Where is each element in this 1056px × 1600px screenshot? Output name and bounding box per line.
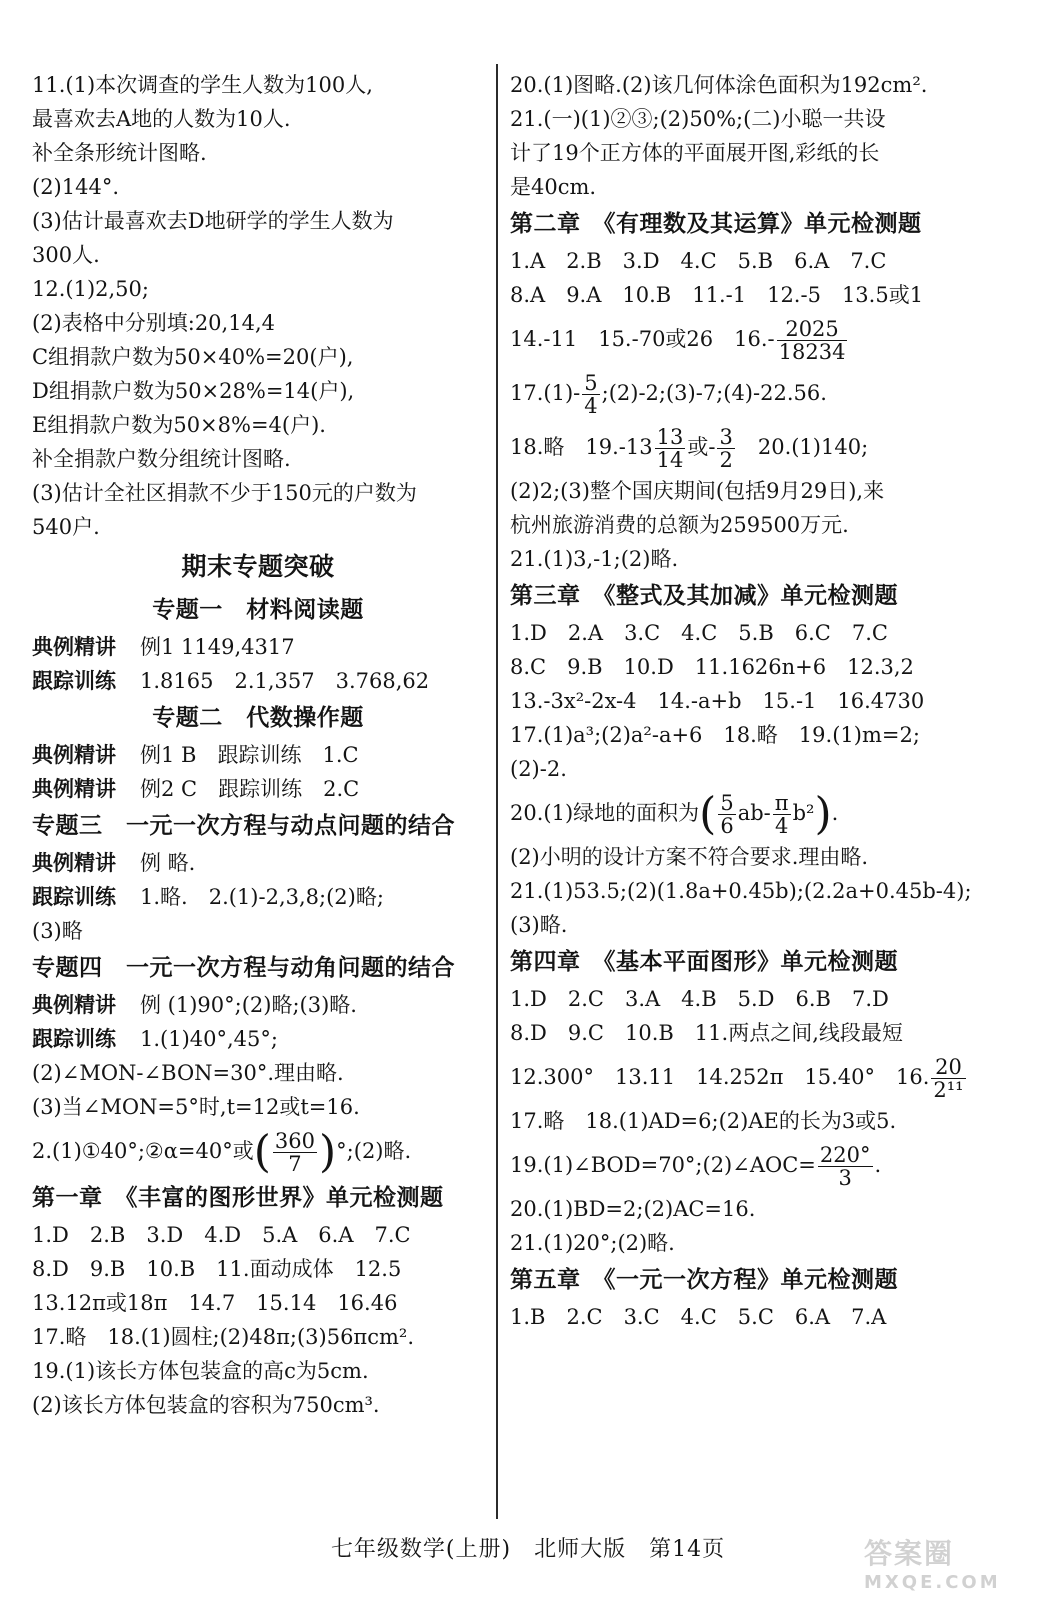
answer-line: (2)小明的设计方案不符合要求.理由略.	[510, 845, 869, 869]
answer-line: 19.(1)该长方体包装盒的高c为5cm.	[32, 1359, 369, 1383]
answer-line: 540户.	[32, 515, 100, 539]
numerator: 2025	[777, 318, 848, 341]
topic-three-title: 专题三 一元一次方程与动点问题的结合	[32, 812, 455, 839]
answer-text: 17.(1)-	[510, 381, 581, 405]
answer-text: °;(2)略.	[336, 1139, 412, 1163]
answer-line: 13.-3x²-2x-4 14.-a+b 15.-1 16.4730	[510, 689, 925, 713]
answer-text: ab-	[737, 801, 771, 825]
fraction	[931, 1056, 965, 1101]
answer-line: 补全条形统计图略.	[32, 141, 207, 165]
example-label: 典例精讲	[32, 992, 116, 1017]
answer-line: E组捐款户数为50×8%=4(户).	[32, 413, 326, 437]
answer-text: 例 (1)90°;(2)略;(3)略.	[140, 993, 357, 1017]
answer-text: 1.略. 2.(1)-2,3,8;(2)略;	[140, 885, 384, 909]
answer-text: ;(2)-2;(3)-7;(4)-22.56.	[601, 381, 827, 405]
chapter-three-title: 第三章 《整式及其加减》单元检测题	[510, 582, 898, 609]
answer-line: 杭州旅游消费的总额为259500万元.	[510, 513, 849, 537]
denominator: 4	[584, 394, 598, 418]
denominator: 3	[838, 1166, 852, 1190]
numerator: 5	[720, 790, 734, 815]
answer-line: (2)2;(3)整个国庆期间(包括9月29日),来	[510, 479, 885, 503]
answer-text: 或-	[687, 435, 716, 459]
denominator: 2¹¹	[933, 1078, 964, 1102]
answer-line: C组捐款户数为50×40%=20(户),	[32, 345, 354, 369]
answer-line: (2)144°.	[32, 175, 120, 199]
numerator: 360	[274, 1128, 315, 1153]
answer-line: (3)估计最喜欢去D地研学的学生人数为	[32, 209, 394, 233]
fraction	[273, 1130, 317, 1175]
answer-line: 计了19个正方体的平面展开图,彩纸的长	[510, 141, 880, 165]
column-divider	[496, 64, 498, 1519]
answer-line: (2)-2.	[510, 757, 567, 781]
answer-line: 最喜欢去A地的人数为10人.	[32, 107, 291, 131]
answer-line: (3)略	[32, 919, 83, 943]
denominator: 14	[656, 448, 684, 472]
numerator: π	[774, 790, 789, 815]
answer-line: D组捐款户数为50×28%=14(户),	[32, 379, 355, 403]
example-label: 典例精讲	[32, 634, 116, 659]
answer-text: 例1 1149,4317	[140, 635, 295, 659]
fraction	[777, 318, 848, 363]
answer-text: 例2 C 跟踪训练 2.C	[140, 777, 360, 801]
left-column	[32, 68, 484, 1422]
fraction	[717, 426, 734, 471]
watermark-text: 答案圈	[864, 1537, 955, 1570]
answer-line-fraction	[510, 420, 1025, 474]
example-label: 典例精讲	[32, 776, 116, 801]
topic-four-title: 专题四 一元一次方程与动角问题的结合	[32, 954, 455, 981]
topic-two-title: 专题二 代数操作题	[152, 704, 364, 731]
practice-label: 跟踪训练	[32, 668, 116, 693]
answer-line: 21.(1)20°;(2)略.	[510, 1231, 675, 1255]
fraction	[718, 792, 735, 837]
answer-line: 17.(1)a³;(2)a²-a+6 18.略 19.(1)m=2;	[510, 723, 920, 747]
answer-line: (2)该长方体包装盒的容积为750cm³.	[32, 1393, 380, 1417]
denominator: 7	[288, 1152, 302, 1176]
answer-line: 补全捐款户数分组统计图略.	[32, 447, 291, 471]
example-label: 典例精讲	[32, 850, 116, 875]
answer-line: 20.(1)BD=2;(2)AC=16.	[510, 1197, 756, 1221]
answer-line: 1.D 2.A 3.C 4.C 5.B 6.C 7.C	[510, 621, 888, 645]
numerator: 20	[931, 1056, 965, 1079]
answer-line: (3)估计全社区捐款不少于150元的户数为	[32, 481, 417, 505]
numerator: 5	[584, 370, 598, 395]
answer-line: 21.(一)(1)②③;(2)50%;(二)小聪一共设	[510, 107, 886, 131]
chapter-four-title: 第四章 《基本平面图形》单元检测题	[510, 948, 898, 975]
answer-line: 21.(1)53.5;(2)(1.8a+0.45b);(2.2a+0.45b-4);	[510, 879, 972, 903]
chapter-two-title: 第二章 《有理数及其运算》单元检测题	[510, 210, 922, 237]
answer-line: (3)略.	[510, 913, 568, 937]
answer-line-fraction	[510, 366, 1025, 420]
answer-text: 例 略.	[140, 851, 196, 875]
answer-line: 1.D 2.B 3.D 4.D 5.A 6.A 7.C	[32, 1223, 411, 1247]
answer-text: 18.略 19.-13	[510, 435, 653, 459]
answer-text: 12.300° 13.11 14.252π 15.40° 16.	[510, 1065, 930, 1089]
denominator: 4	[774, 814, 789, 838]
answer-line: 21.(1)3,-1;(2)略.	[510, 547, 679, 571]
answer-line: 300人.	[32, 243, 100, 267]
answer-line: 1.B 2.C 3.C 4.C 5.C 6.A 7.A	[510, 1305, 887, 1329]
answer-line: (2)表格中分别填:20,14,4	[32, 311, 275, 335]
right-column	[510, 68, 1025, 1334]
numerator: 3	[719, 424, 733, 449]
fraction	[818, 1144, 873, 1189]
answer-line-fraction	[510, 312, 1025, 366]
answer-line: 8.D 9.C 10.B 11.两点之间,线段最短	[510, 1021, 903, 1045]
answer-line: 12.(1)2,50;	[32, 277, 149, 301]
numerator: 220°	[819, 1142, 871, 1167]
denominator: 2	[719, 448, 733, 472]
answer-line: 8.C 9.B 10.D 11.1626n+6 12.3,2	[510, 655, 914, 679]
fraction	[655, 426, 686, 471]
answer-line-fraction: 2.(1)①40°;②α=40°或( $\frac{360}{7}$ )°;(2)略.	[32, 1126, 412, 1178]
answer-line-fraction	[510, 1050, 1025, 1104]
answer-text: 2.(1)①40°;②α=40°或	[32, 1139, 254, 1163]
answer-line: 13.12π或18π 14.7 15.14 16.46	[32, 1291, 398, 1315]
denominator: 6	[720, 814, 734, 838]
answer-text: 1.(1)40°,45°;	[140, 1027, 278, 1051]
answer-line: 17.略 18.(1)AD=6;(2)AE的长为3或5.	[510, 1109, 897, 1133]
answer-line: 是40cm.	[510, 175, 597, 199]
practice-label: 跟踪训练	[32, 884, 116, 909]
chapter-five-title: 第五章 《一元一次方程》单元检测题	[510, 1266, 898, 1293]
chapter-one-title: 第一章 《丰富的图形世界》单元检测题	[32, 1184, 444, 1211]
numerator: 13	[656, 424, 684, 449]
answer-text: 14.-11 15.-70或26 16.-	[510, 327, 775, 351]
answer-line: 1.D 2.C 3.A 4.B 5.D 6.B 7.D	[510, 987, 889, 1011]
topic-one-title: 专题一 材料阅读题	[152, 596, 364, 623]
answer-line: (3)当∠MON=5°时,t=12或t=16.	[32, 1095, 360, 1119]
watermark-url: MXQE.COM	[864, 1572, 1001, 1593]
answer-line: 8.D 9.B 10.B 11.面动成体 12.5	[32, 1257, 402, 1281]
answer-line: 8.A 9.A 10.B 11.-1 12.-5 13.5或1	[510, 283, 924, 307]
denominator: 18234	[778, 340, 846, 364]
answer-line: 1.A 2.B 3.D 4.C 5.B 6.A 7.C	[510, 249, 887, 273]
example-label: 典例精讲	[32, 742, 116, 767]
answer-text: b²	[792, 801, 815, 825]
answer-line: 17.略 18.(1)圆柱;(2)48π;(3)56πcm².	[32, 1325, 414, 1349]
answer-line-fraction: 19.(1)∠BOD=70°;(2)∠AOC= $\frac{220^\circ}{3}$ .	[510, 1142, 882, 1190]
answer-line-fraction: 20.(1)绿地的面积为( $\frac{5}{6}$ ab- $\frac{\pi}{4}$ b²).	[510, 788, 839, 840]
answer-text: 20.(1)140;	[736, 435, 869, 459]
watermark-logo	[864, 1532, 1034, 1594]
answer-text: 1.8165 2.1,357 3.768,62	[140, 669, 430, 693]
answer-text: 20.(1)绿地的面积为	[510, 801, 700, 825]
answer-text: 19.(1)∠BOD=70°;(2)∠AOC=	[510, 1153, 816, 1177]
answer-line: 11.(1)本次调查的学生人数为100人,	[32, 73, 373, 97]
practice-label: 跟踪训练	[32, 1026, 116, 1051]
answer-line: (2)∠MON-∠BON=30°.理由略.	[32, 1061, 344, 1085]
fraction	[773, 792, 791, 837]
answer-line: 20.(1)图略.(2)该几何体涂色面积为192cm².	[510, 73, 928, 97]
fraction	[582, 372, 599, 417]
page-footer: 七年级数学(上册) 北师大版 第14页	[330, 1537, 726, 1562]
final-section-title: 期末专题突破	[181, 552, 335, 581]
answer-text: 例1 B 跟踪训练 1.C	[140, 743, 359, 767]
